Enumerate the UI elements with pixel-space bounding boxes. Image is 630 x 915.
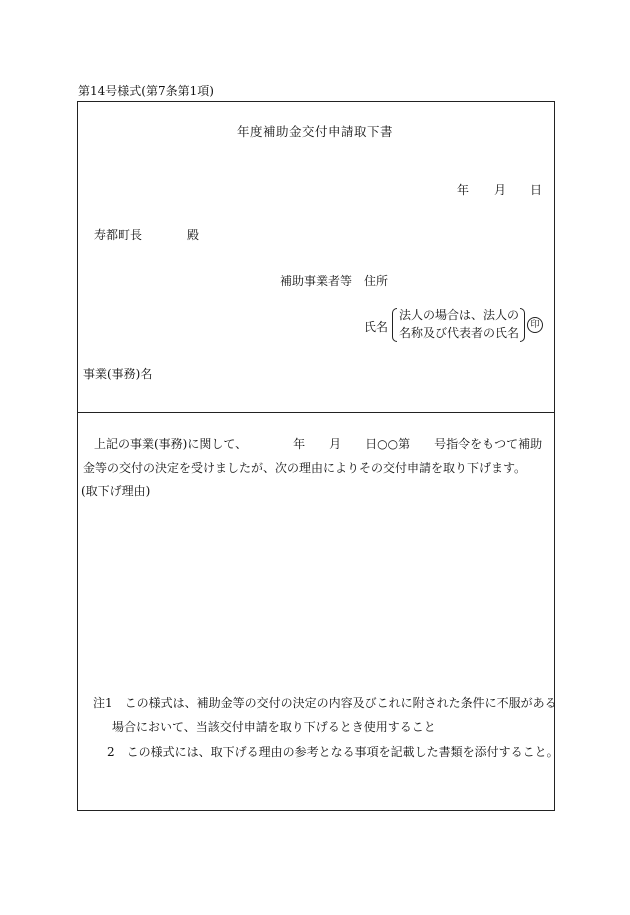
bracket-text <box>399 306 519 342</box>
bracket-line-2: 名称及び代表者の氏名 <box>399 326 520 340</box>
form-divider <box>77 412 555 413</box>
seal-mark: 印 <box>527 317 543 333</box>
bracket-line-1: 法人の場合は、法人の <box>399 308 520 322</box>
form-number-label: 第14号様式(第7条第1項) <box>78 84 214 98</box>
right-bracket <box>520 308 525 342</box>
note-1-label: 注1 <box>93 696 113 710</box>
document-title: 年度補助金交付申請取下書 <box>236 124 393 139</box>
note-1-line-1: この様式は、補助金等の交付の決定の内容及びこれに附された条件に不服がある <box>124 696 557 710</box>
body-line-2: 金等の交付の決定を受けましたが、次の理由によりその交付申請を取り下げます。 <box>83 461 527 475</box>
date-year-label: 年 <box>457 183 470 197</box>
note-2-label: 2 <box>107 745 115 759</box>
body-day-number: 日○○第 <box>365 437 411 451</box>
note-1 <box>93 694 557 711</box>
date-day-label: 日 <box>530 183 543 197</box>
left-bracket <box>392 308 397 342</box>
name-label: 氏名 <box>364 320 389 334</box>
body-line-1 <box>94 435 542 452</box>
addressee-honorific: 殿 <box>187 228 200 242</box>
note-2-text: この様式には、取下げる理由の参考となる事項を記載した書類を添付すること。 <box>126 745 559 759</box>
withdrawal-reason-label: (取下げ理由) <box>81 484 151 498</box>
addressee-name: 寿都町長 <box>94 228 143 242</box>
applicant-address-row <box>280 272 388 289</box>
project-name-label: 事業(事務)名 <box>83 367 153 381</box>
applicant-label: 補助事業者等 <box>280 274 353 288</box>
body-month: 月 <box>329 437 342 451</box>
body-line1-tail: 号指令をもつて補助 <box>434 437 543 451</box>
body-line1-text: 上記の事業(事務)に関して、 <box>94 437 248 451</box>
addressee <box>94 226 199 243</box>
note-2 <box>107 743 559 760</box>
body-year: 年 <box>293 437 306 451</box>
note-1-line-2: 場合において、当該交付申請を取り下げるとき使用すること <box>112 720 436 734</box>
address-label: 住所 <box>364 274 389 288</box>
date-month-label: 月 <box>494 183 507 197</box>
